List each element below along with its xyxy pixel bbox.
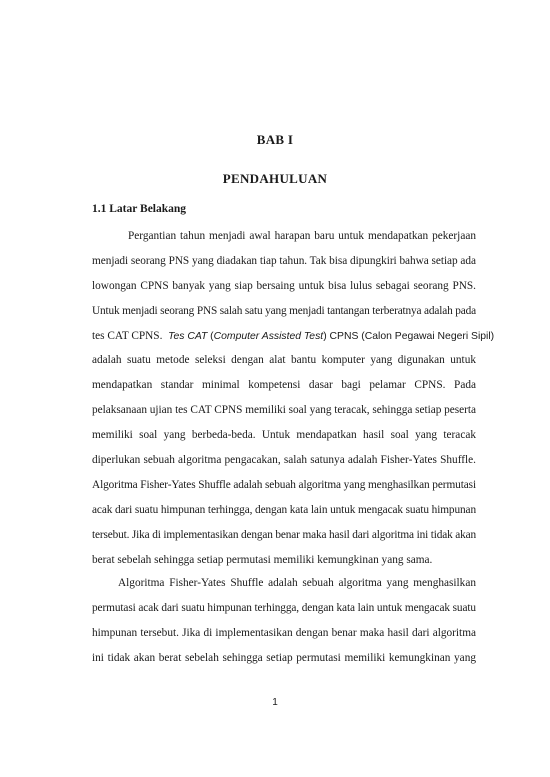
paragraph-1: [92, 224, 495, 572]
text-line: Algoritma Fisher-Yates Shuffle adalah sebuah algoritma yang menghasilkan permutasi: [92, 478, 476, 491]
term-tes-cat: Tes CAT: [168, 330, 208, 342]
text-line: tersebut. Jika di implementasikan dengan benar maka hasil dari algoritma ini tidak akan: [92, 528, 476, 541]
chapter-number: BAB I: [256, 132, 294, 147]
text-line: permutasi acak dari suatu himpunan terhingga, dengan kata lain untuk mengacak suatu: [92, 601, 476, 614]
text-line: memiliki soal yang berbeda-beda. Untuk mendapatkan hasil soal yang teracak: [92, 429, 476, 442]
text-line: ini tidak akan berat sebelah sehingga setiap permutasi memiliki kemungkinan yang: [92, 651, 476, 664]
page-number: 1: [272, 697, 278, 708]
text-line: Algoritma Fisher-Yates Shuffle adalah sebuah algoritma yang menghasilkan: [118, 577, 476, 589]
text-line: menjadi seorang PNS yang diadakan tiap tahun. Tak bisa dipungkiri bahwa setiap ada: [92, 254, 476, 267]
text-line: adalah suatu metode seleksi dengan alat bantu komputer yang digunakan untuk: [92, 354, 476, 367]
text-line: himpunan tersebut. Jika di implementasikan dengan benar maka hasil dari algoritma: [92, 626, 476, 639]
text-line: Untuk menjadi seorang PNS salah satu yang menjadi tantangan terberatnya adalah pada: [92, 304, 476, 317]
text-line: Pergantian tahun menjadi awal harapan baru untuk mendapatkan pekerjaan: [128, 230, 476, 242]
term-computer-assisted-test: Computer Assisted Test: [213, 330, 324, 342]
text-line-mixed: tes CAT CPNS. Tes CAT (Computer Assisted Test) CPNS (Calon Pegawai Negeri Sipil): [92, 329, 495, 342]
text-line: diperlukan sebuah algoritma pengacakan, salah satunya adalah Fisher-Yates Shuffle.: [92, 454, 476, 467]
text-line: pelaksanaan ujian tes CAT CPNS memiliki soal yang teracak, sehingga setiap peserta: [92, 404, 476, 417]
text-line: lowongan CPNS banyak yang siap bersaing untuk bisa lulus sebagai seorang PNS.: [92, 279, 476, 292]
paragraph-2: [92, 571, 476, 671]
text-line: mendapatkan standar minimal kompetensi dasar bagi pelamar CPNS. Pada: [92, 379, 476, 392]
text-line: berat sebelah sehingga setiap permutasi memiliki kemungkinan yang sama.: [92, 553, 433, 566]
section-heading: 1.1 Latar Belakang: [92, 203, 187, 215]
text-line: acak dari suatu himpunan terhingga, dengan kata lain untuk mengacak suatu himpunan: [92, 503, 476, 516]
chapter-title: PENDAHULUAN: [222, 171, 328, 186]
